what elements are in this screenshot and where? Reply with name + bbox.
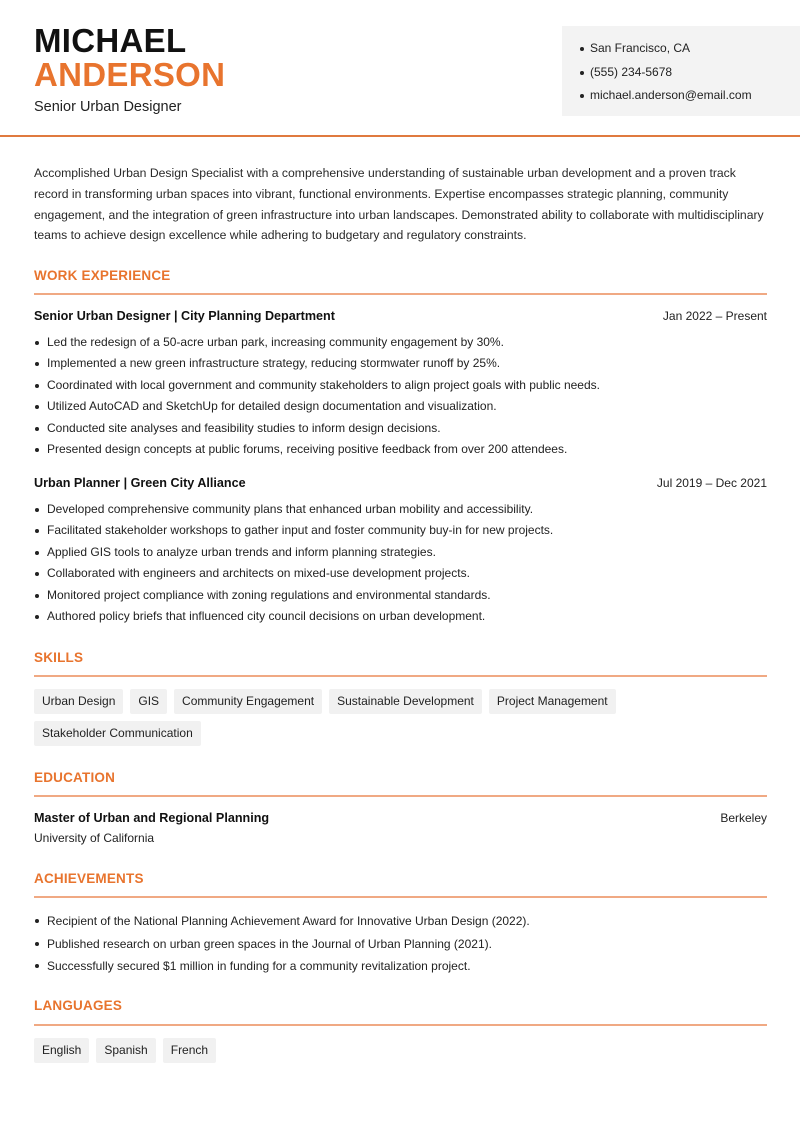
summary: Accomplished Urban Design Specialist with a comprehensive understanding of sustainable urban development and a proven track record in transforming urban spaces into vibrant, functional environments. Expertise encompasses strategic planning, community engagement, and the integration of green infrastructure into urban landscapes. Demonstrated ability to collaborate with multidisciplinary teams to achieve design excellence while adhering to budgetary and regulatory constraints.	[34, 166, 764, 243]
list-item: Coordinated with local government and community stakeholders to align project goals with public needs.	[34, 375, 767, 396]
skill-chip: Sustainable Development	[329, 689, 482, 714]
job-dates: Jan 2022 – Present	[662, 309, 767, 323]
list-item: Successfully secured $1 million in funding for a community revitalization project.	[34, 955, 767, 978]
achievement-bullets	[34, 910, 767, 978]
job-title: Senior Urban Designer	[34, 99, 182, 115]
first-name: MICHAEL	[34, 22, 187, 59]
section-title-languages: LANGUAGES	[34, 998, 123, 1013]
resume-header	[0, 0, 800, 137]
list-item: Applied GIS tools to analyze urban trends and inform planning strategies.	[34, 542, 767, 563]
job-bullets	[34, 332, 767, 460]
list-item: Developed comprehensive community plans that enhanced urban mobility and accessibility.	[34, 499, 767, 520]
section-title-work: WORK EXPERIENCE	[34, 268, 171, 283]
list-item: Recipient of the National Planning Achievement Award for Innovative Urban Design (2022).	[34, 910, 767, 933]
job-header	[34, 476, 767, 494]
language-chip: Spanish	[96, 1038, 155, 1063]
job-dates: Jul 2019 – Dec 2021	[656, 476, 767, 490]
skill-chip: GIS	[130, 689, 167, 714]
job-role: Senior Urban Designer | City Planning Department	[34, 309, 335, 323]
language-chips	[34, 1038, 774, 1070]
skills-chips	[34, 689, 774, 753]
section-title-education: EDUCATION	[34, 770, 116, 785]
skill-chip: Community Engagement	[174, 689, 322, 714]
list-item: Authored policy briefs that influenced city council decisions on urban development.	[34, 606, 767, 627]
list-item: Conducted site analyses and feasibility studies to inform design decisions.	[34, 418, 767, 439]
job-header	[34, 309, 767, 327]
section-rule	[34, 293, 767, 295]
job-bullets	[34, 499, 767, 627]
contact-email: michael.anderson@email.com	[580, 84, 800, 108]
section-title-skills: SKILLS	[34, 650, 84, 665]
skill-chip: Urban Design	[34, 689, 123, 714]
contact-box	[562, 26, 800, 116]
language-chip: English	[34, 1038, 89, 1063]
list-item: Facilitated stakeholder workshops to gather input and foster community buy-in for new projects.	[34, 520, 767, 541]
contact-list	[580, 37, 800, 108]
section-rule	[34, 675, 767, 677]
degree: Master of Urban and Regional Planning	[34, 811, 270, 825]
job-role: Urban Planner | Green City Alliance	[34, 476, 246, 490]
education-entry	[34, 811, 767, 847]
list-item: Implemented a new green infrastructure strategy, reducing stormwater runoff by 25%.	[34, 353, 767, 374]
list-item: Published research on urban green spaces in the Journal of Urban Planning (2021).	[34, 933, 767, 956]
skill-chip: Project Management	[489, 689, 616, 714]
contact-location: San Francisco, CA	[580, 37, 800, 61]
language-chip: French	[163, 1038, 216, 1063]
section-rule	[34, 896, 767, 898]
skill-chip: Stakeholder Communication	[34, 721, 201, 746]
list-item: Collaborated with engineers and architects on mixed-use development projects.	[34, 563, 767, 584]
last-name: ANDERSON	[34, 56, 226, 93]
list-item: Presented design concepts at public forums, receiving positive feedback from over 200 attendees.	[34, 439, 767, 460]
list-item: Utilized AutoCAD and SketchUp for detailed design documentation and visualization.	[34, 396, 767, 417]
list-item: Monitored project compliance with zoning regulations and environmental standards.	[34, 585, 767, 606]
school-name: University of California	[34, 831, 155, 845]
school-location: Berkeley	[720, 811, 767, 825]
list-item: Led the redesign of a 50-acre urban park, increasing community engagement by 30%.	[34, 332, 767, 353]
section-title-achievements: ACHIEVEMENTS	[34, 871, 144, 886]
section-rule	[34, 1024, 767, 1026]
section-rule	[34, 795, 767, 797]
contact-phone: (555) 234-5678	[580, 61, 800, 85]
